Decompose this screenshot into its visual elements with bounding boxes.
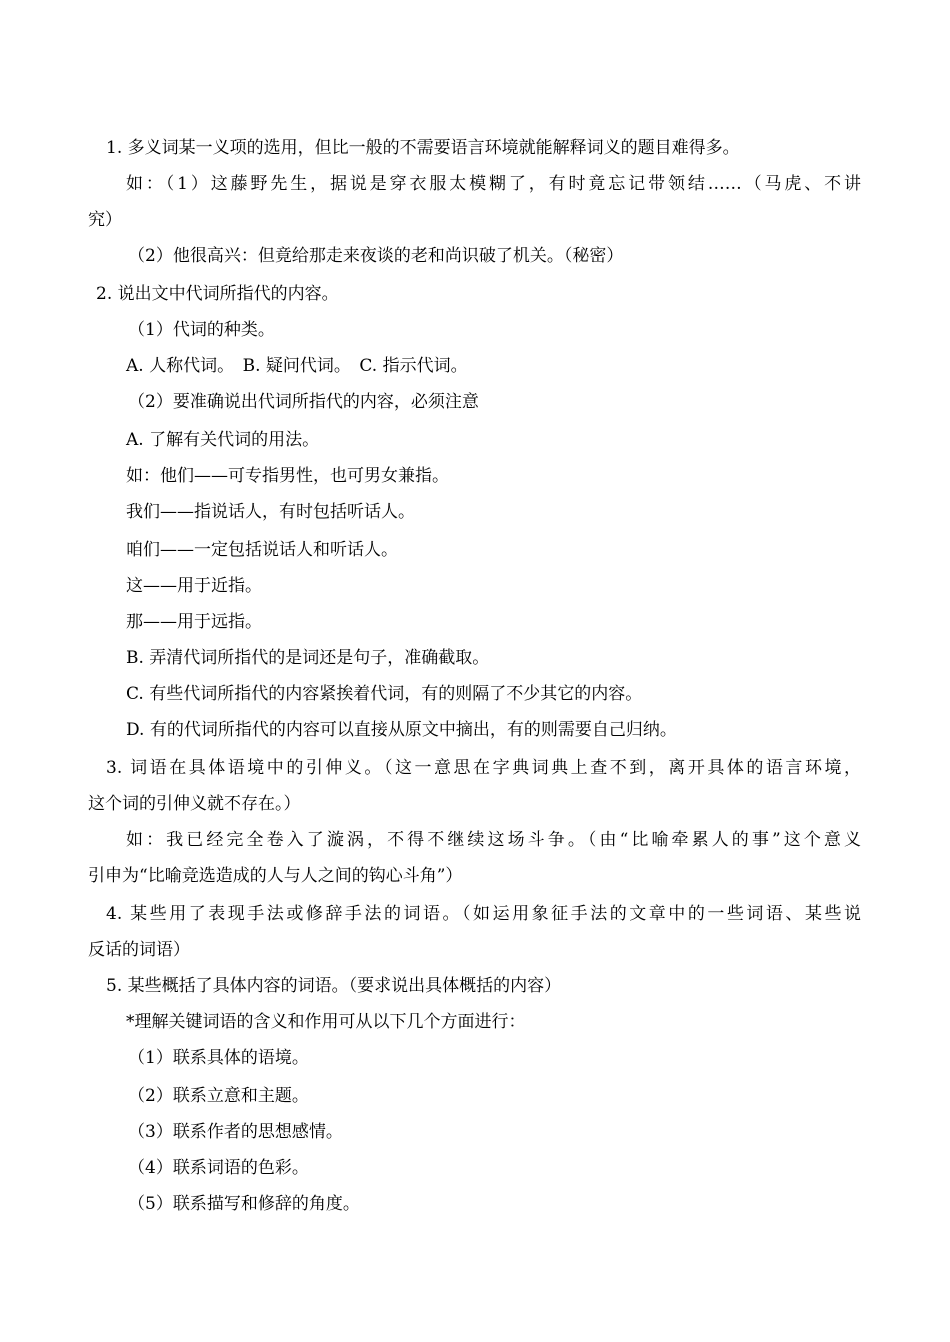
method-heading: *理解关键词语的含义和作用可从以下几个方面进行： (126, 1012, 526, 1032)
note-b: B. 弄清代词所指代的是词还是句子，准确截取。 (126, 648, 490, 668)
pronoun-types-list: A. 人称代词。 B. 疑问代词。 C. 指示代词。 (126, 356, 468, 376)
item-3-line-1: 3. 词语在具体语境中的引伸义。（这一意思在字典词典上查不到，离开具体的语言环境， (106, 758, 861, 778)
item-5-heading: 5. 某些概括了具体内容的词语。（要求说出具体概括的内容） (106, 976, 562, 996)
method-2: （2）联系立意和主题。 (128, 1086, 309, 1106)
note-a-example-2: 我们——指说话人，有时包括听话人。 (126, 502, 415, 522)
method-3: （3）联系作者的思想感情。 (128, 1122, 343, 1142)
item-3-line-2: 这个词的引伸义就不存在。） (88, 794, 301, 814)
item-2-heading: 2. 说出文中代词所指代的内容。 (96, 284, 339, 304)
method-4: （4）联系词语的色彩。 (128, 1158, 309, 1178)
method-5: （5）联系描写和修辞的角度。 (128, 1194, 360, 1214)
item-3-example-line-1: 如：我已经完全卷入了漩涡，不得不继续这场斗争。（由“比喻牵累人的事”这个意义 (126, 830, 861, 850)
note-a-example-4: 这——用于近指。 (126, 576, 262, 596)
item-4-line-2: 反话的词语） (88, 940, 190, 960)
item-4-line-1: 4. 某些用了表现手法或修辞手法的词语。（如运用象征手法的文章中的一些词语、某些说 (106, 904, 861, 924)
pronoun-notes-heading: （2）要准确说出代词所指代的内容，必须注意 (128, 392, 479, 412)
note-a-example-1: 如：他们——可专指男性，也可男女兼指。 (126, 466, 449, 486)
note-a-example-5: 那——用于远指。 (126, 612, 262, 632)
item-3-example-line-2: 引申为“比喻竞选造成的人与人之间的钩心斗角”） (88, 866, 463, 886)
example-2-line: （2）他很高兴：但竟给那走来夜谈的老和尚识破了机关。（秘密） (128, 246, 624, 266)
note-d: D. 有的代词所指代的内容可以直接从原文中摘出，有的则需要自己归纳。 (126, 720, 677, 740)
item-1-heading: 1. 多义词某一义项的选用，但比一般的不需要语言环境就能解释词义的题目难得多。 (106, 138, 740, 158)
example-1-line-2: 究） (88, 210, 122, 230)
method-1: （1）联系具体的语境。 (128, 1048, 309, 1068)
note-a: A. 了解有关代词的用法。 (126, 430, 320, 450)
example-1-line-1: 如：（1）这藤野先生，据说是穿衣服太模糊了，有时竟忘记带领结……（马虎、不讲 (126, 174, 861, 194)
note-c: C. 有些代词所指代的内容紧挨着代词，有的则隔了不少其它的内容。 (126, 684, 643, 704)
pronoun-types-heading: （1）代词的种类。 (128, 320, 275, 340)
note-a-example-3: 咱们——一定包括说话人和听话人。 (126, 540, 398, 560)
